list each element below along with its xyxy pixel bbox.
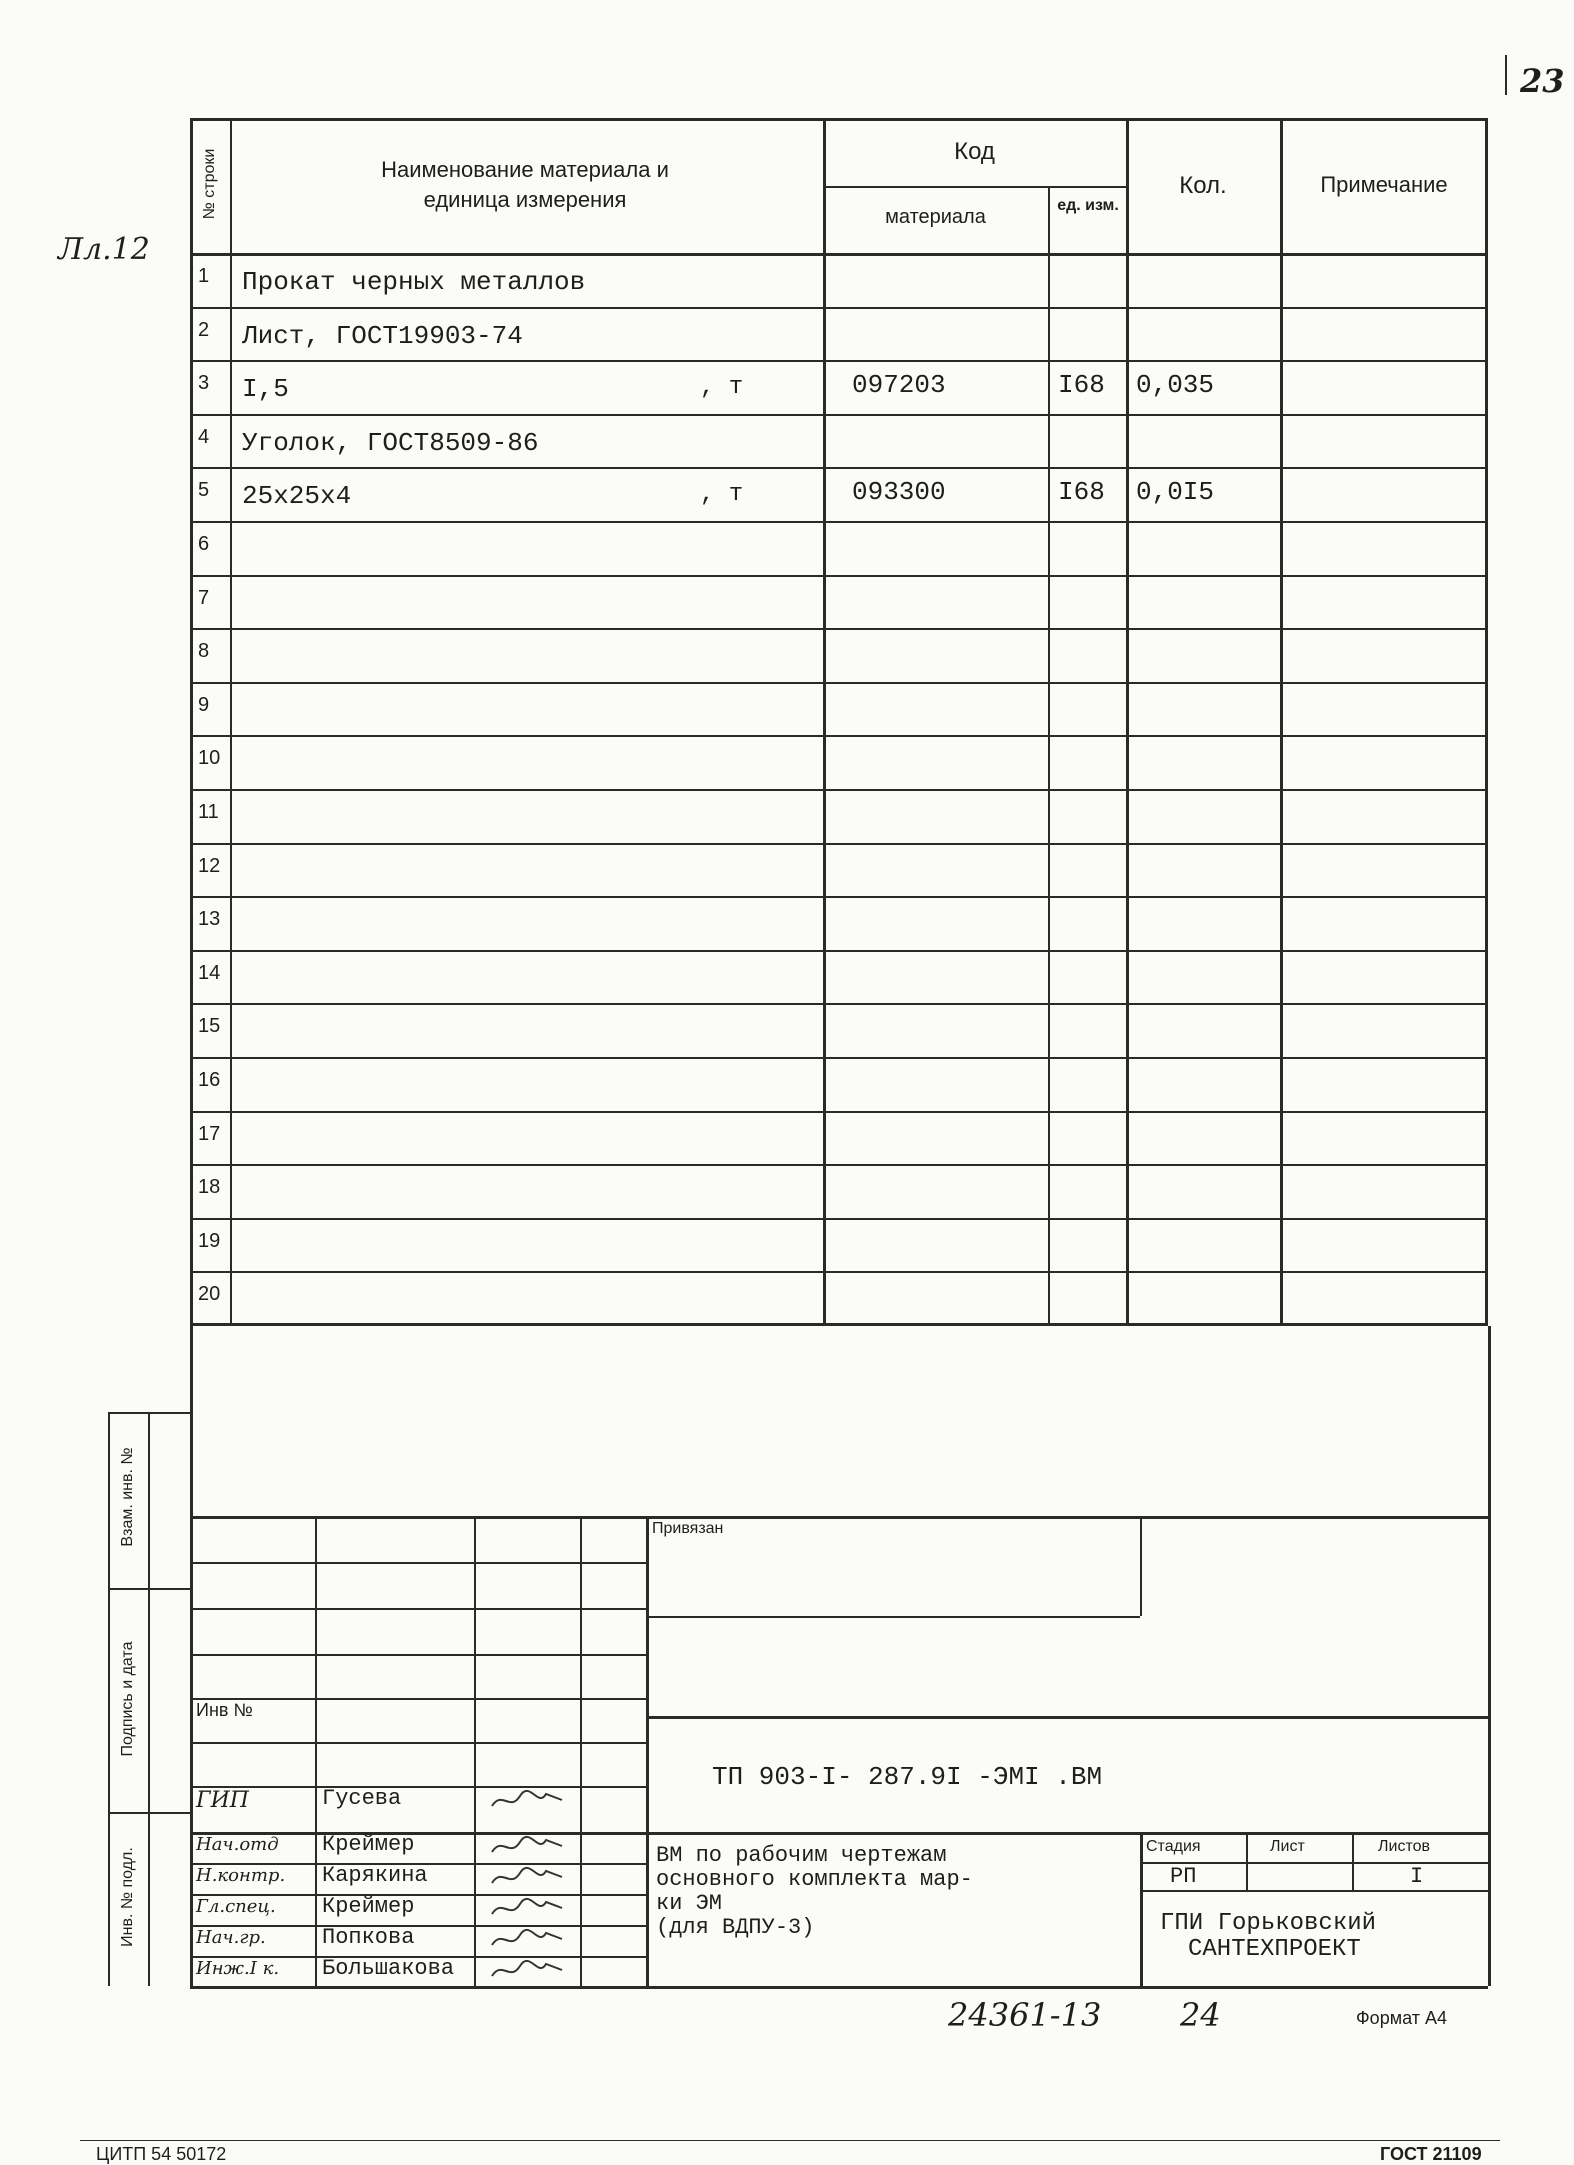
signature-mark — [488, 1925, 568, 1958]
row-unit-suffix: , т — [700, 481, 744, 509]
row-material-name: Уголок, ГОСТ8509-86 — [242, 427, 539, 458]
row-number: 2 — [198, 318, 210, 341]
row-number: 18 — [198, 1176, 221, 1199]
signature-mark — [488, 1863, 568, 1896]
stage-value: РП — [1170, 1864, 1197, 1889]
main-table — [190, 118, 1488, 1326]
row-quantity: 0,0I5 — [1136, 477, 1215, 508]
footer-right: ГОСТ 21109 — [1380, 2144, 1482, 2164]
row-number: 6 — [198, 533, 210, 555]
row-number: 16 — [198, 1069, 221, 1091]
doc-title-line-3: ки ЭМ — [656, 1891, 723, 1916]
doc-title-line-4: (для ВДПУ-3) — [656, 1915, 815, 1940]
signer-role: Гл.спец. — [196, 1896, 276, 1917]
row-number: 11 — [198, 801, 219, 823]
signer-role: Инж.I к. — [196, 1958, 280, 1979]
side-label-podpis: Подпись и дата — [119, 1641, 136, 1757]
sheets-value: I — [1410, 1864, 1424, 1889]
row-number: 3 — [198, 372, 210, 395]
signer-role: ГИП — [196, 1788, 249, 1813]
footer-format: Формат А4 — [1356, 2008, 1447, 2028]
footer-page: 24 — [1180, 1996, 1221, 2034]
row-material-name: Прокат черных металлов — [242, 267, 586, 297]
signature-mark — [488, 1956, 568, 1989]
signer-role: Нач.отд — [196, 1834, 279, 1855]
header-note: Примечание — [1320, 172, 1448, 197]
sheet-col-label: Лист — [1270, 1838, 1305, 1855]
row-number: 5 — [198, 479, 210, 502]
header-name: Наименование материала и единица измерения — [381, 157, 669, 212]
signer-name: Попкова — [322, 1925, 415, 1950]
inv-no-label: Инв № — [196, 1700, 253, 1720]
row-number: 19 — [198, 1229, 221, 1252]
row-number: 15 — [198, 1015, 221, 1038]
footer-number: 24361-13 — [948, 1996, 1102, 2034]
header-material: материала — [885, 206, 986, 228]
row-number: 20 — [198, 1283, 221, 1306]
row-unit-code: I68 — [1058, 477, 1105, 508]
signature-mark — [488, 1832, 568, 1865]
header-qty: Кол. — [1179, 172, 1227, 199]
row-quantity: 0,035 — [1136, 370, 1215, 401]
doc-title — [656, 1844, 973, 1940]
signer-name: Большакова — [322, 1956, 455, 1981]
signer-role: Н.контр. — [196, 1865, 286, 1886]
row-number: 1 — [198, 265, 210, 287]
doc-title-line-1: ВМ по рабочим чертежам — [656, 1843, 947, 1868]
row-number: 7 — [198, 586, 210, 609]
signature-mark — [488, 1786, 568, 1819]
doc-title-line-2: основного комплекта мар- — [656, 1867, 973, 1892]
row-number: 13 — [198, 908, 221, 931]
header-unit: ед. изм. — [1057, 197, 1119, 214]
header-code: Код — [954, 138, 995, 165]
page-number: 23 — [1520, 62, 1565, 100]
row-number: 17 — [198, 1122, 221, 1145]
row-number: 9 — [198, 693, 210, 716]
stage-label: Стадия — [1146, 1838, 1201, 1855]
signer-role: Нач.гр. — [196, 1927, 266, 1948]
row-material-name: I,5 — [242, 374, 289, 405]
side-label-inv-podl: Инв. № подл. — [119, 1847, 136, 1947]
footer-left: ЦИТП 54 50172 — [96, 2144, 227, 2164]
signer-name: Карякина — [322, 1863, 428, 1888]
row-number: 12 — [198, 854, 221, 877]
row-material-name: Лист, ГОСТ19903-74 — [242, 320, 523, 351]
row-material-name: 25х25х4 — [242, 481, 352, 512]
side-label-vzam: Взам. инв. № — [119, 1447, 136, 1547]
sheets-col-label: Листов — [1378, 1838, 1430, 1855]
row-unit-code: I68 — [1058, 370, 1105, 401]
row-material-code: 093300 — [852, 477, 946, 508]
signer-name: Креймер — [322, 1894, 415, 1919]
signer-name: Гусева — [322, 1786, 402, 1811]
signer-name: Креймер — [322, 1832, 415, 1857]
doc-code: ТП 903-I- 287.9I -ЭМI .ВМ — [712, 1762, 1103, 1792]
row-number: 4 — [198, 425, 210, 448]
row-number: 10 — [198, 747, 221, 770]
row-material-code: 097203 — [852, 370, 946, 401]
org-line-1: ГПИ Горьковский — [1160, 1910, 1377, 1937]
org-line-2: САНТЕХПРОЕКТ — [1188, 1936, 1361, 1963]
signature-mark — [488, 1894, 568, 1927]
privyazan-label: Привязан — [652, 1520, 724, 1537]
row-unit-suffix: , т — [700, 374, 744, 402]
row-number: 8 — [198, 640, 210, 663]
sheet-label: Лл.12 — [58, 232, 150, 267]
row-number: 14 — [198, 961, 221, 984]
header-row-no: № строки — [201, 148, 218, 220]
